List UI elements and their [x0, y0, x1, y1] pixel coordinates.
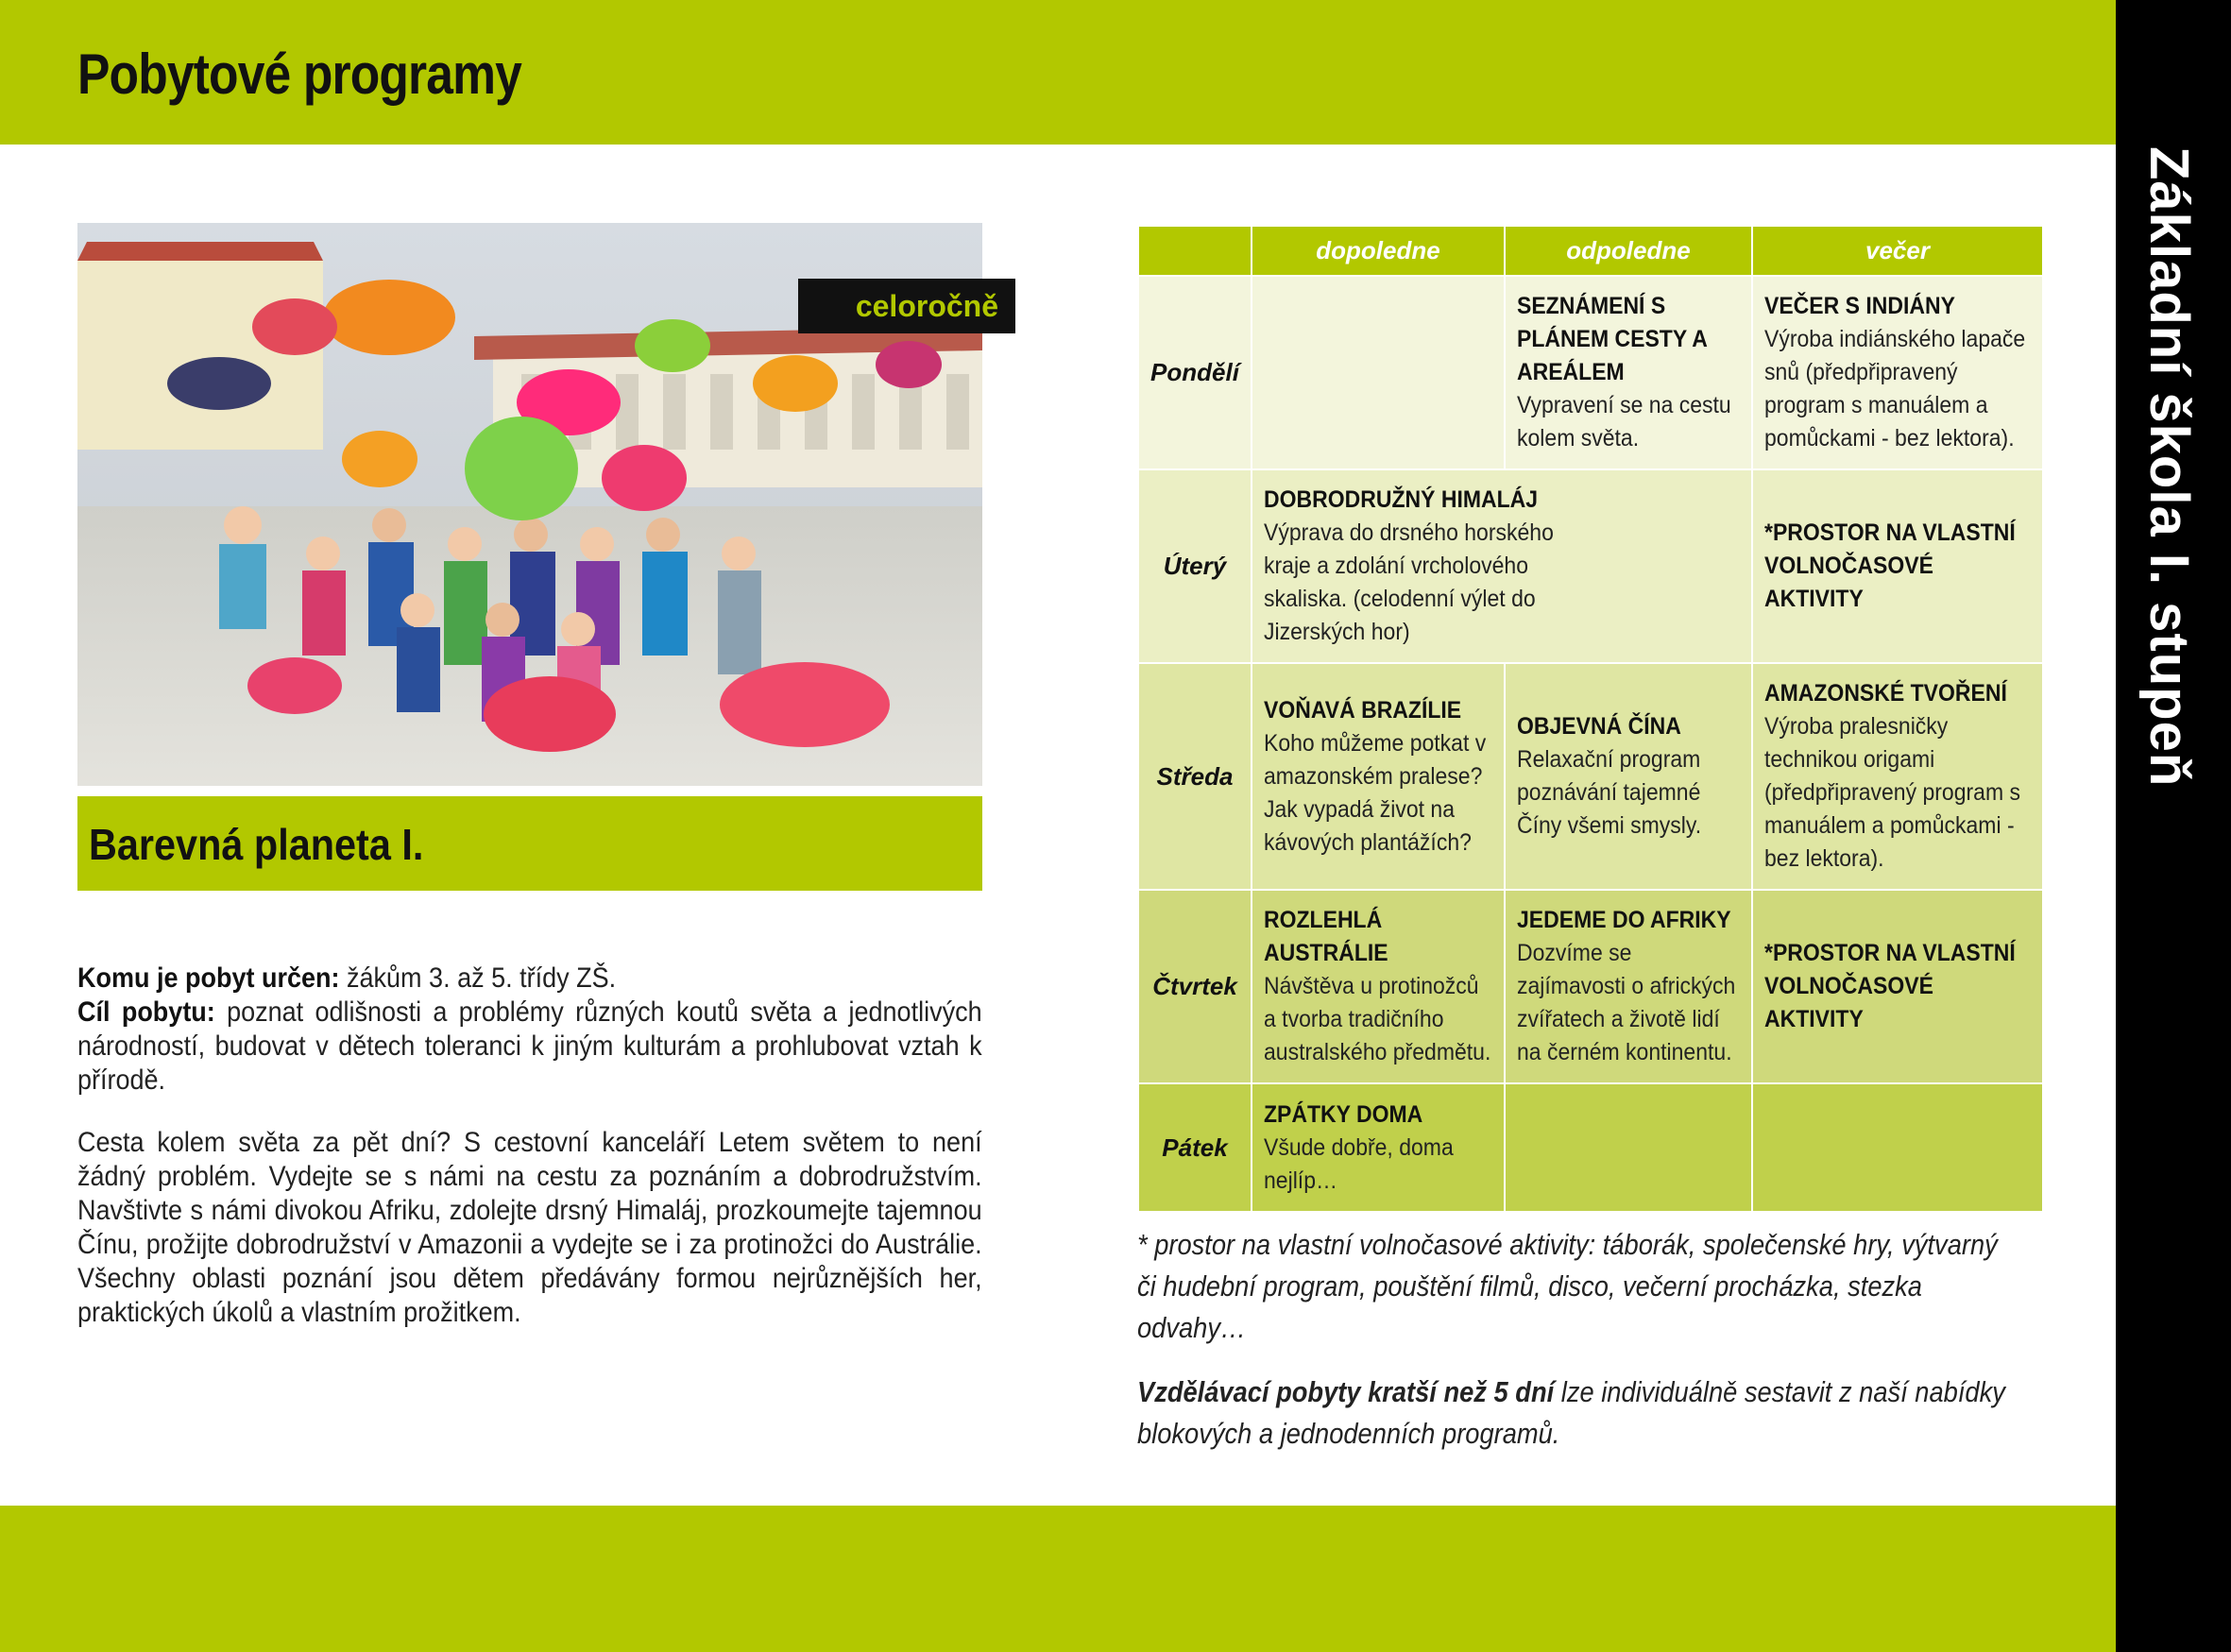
footer-band	[0, 1506, 2116, 1652]
cell-morning	[1252, 1083, 1505, 1212]
short-stay-note	[1137, 1371, 2018, 1455]
cell-afternoon	[1505, 1083, 1752, 1212]
schedule-table	[1137, 225, 2044, 1213]
activity-title: AMAZONSKÉ TVOŘENÍ	[1764, 680, 2007, 707]
header-corner	[1138, 226, 1252, 276]
program-title-bar	[77, 796, 982, 891]
activity-title: *PROSTOR NA VLASTNÍ VOLNOČASOVÉ AKTIVITY	[1764, 940, 2016, 1032]
activity-title: JEDEME DO AFRIKY	[1517, 907, 1731, 933]
cell-evening	[1752, 276, 2043, 469]
cell-afternoon	[1505, 663, 1752, 890]
day-label: Pondělí	[1138, 276, 1252, 469]
header-morning: dopoledne	[1252, 226, 1505, 276]
activity-desc: Všude dobře, doma nejlíp…	[1264, 1133, 1454, 1194]
footnote: * prostor na vlastní volnočasové aktivity: táborák, společenské hry, výtvarný či hudební program, pouštění filmů, disco, večerní procházka, stezka odvahy…	[1137, 1228, 1998, 1344]
cell-morning	[1252, 890, 1505, 1083]
notes	[1137, 1224, 2018, 1477]
intro-paragraph	[77, 962, 982, 1098]
goal-label: Cíl pobytu:	[77, 996, 215, 1028]
description-paragraph: Cesta kolem světa za pět dní? S cestovní kanceláří Letem světem to není žádný problém. Vydejte se s námi na cestu za poznáním a dobrodružstvím. Navštivte s námi divokou Afriku, zdolejte drsný Himaláj, prozkoumejte tajemnou Čínu, prožijte dobrodružství v Amazonii a vydejte se i za protinožci do Austrálie. Všechny oblasti poznání jsou dětem předávány formou nejrůznějších her, praktických úkolů a vlastním prožitkem.	[77, 1127, 982, 1328]
activity-title: VOŇAVÁ BRAZÍLIE	[1264, 696, 1462, 724]
activity-desc: Výroba pralesničky technikou origami (předpřipravený program s manuálem a pomůckami - bez lektora).	[1764, 713, 2021, 872]
activity-desc: Výroba indiánského lapače snů (předpřipravený program s manuálem a pomůckami - bez lektora).	[1764, 326, 2026, 451]
activity-title: ZPÁTKY DOMA	[1264, 1100, 1423, 1128]
activity-desc: Vypravení se na cestu kolem světa.	[1517, 392, 1731, 451]
cell-morning-afternoon	[1252, 469, 1752, 663]
day-label: Středa	[1138, 663, 1252, 890]
activity-title: *PROSTOR NA VLASTNÍ VOLNOČASOVÉ AKTIVITY	[1764, 519, 2016, 612]
day-label: Čtvrtek	[1138, 890, 1252, 1083]
row-wednesday	[1138, 663, 2043, 890]
activity-desc: Návštěva u protinožců a tvorba tradičního australského předmětu.	[1264, 973, 1491, 1065]
page-title: Pobytové programy	[77, 43, 521, 106]
cell-evening	[1752, 890, 2043, 1083]
activity-title: OBJEVNÁ ČÍNA	[1517, 713, 1681, 740]
program-description	[77, 962, 982, 1358]
day-label: Pátek	[1138, 1083, 1252, 1212]
row-friday	[1138, 1083, 2043, 1212]
short-stay-label: Vzdělávací pobyty kratší než 5 dní	[1137, 1375, 1555, 1408]
cell-evening	[1752, 1083, 2043, 1212]
activity-title: VEČER S INDIÁNY	[1764, 293, 1955, 319]
season-badge: celoročně	[798, 279, 1015, 333]
activity-desc: Výprava do drsného horského kraje a zdolání vrcholového skaliska. (celodenní výlet do Jizerských hor)	[1264, 519, 1554, 645]
activity-title: DOBRODRUŽNÝ HIMALÁJ	[1264, 486, 1539, 513]
cell-evening	[1752, 469, 2043, 663]
row-monday	[1138, 276, 2043, 469]
cell-evening	[1752, 663, 2043, 890]
side-section-title: Základní škola I. stupeň	[2138, 146, 2200, 788]
activity-desc: Dozvíme se zajímavosti o afrických zvířatech a životě lidí na černém kontinentu.	[1517, 940, 1736, 1065]
short-stay-value: lze individuálně sestavit z naší nabídky blokových a jednodenních programů.	[1137, 1375, 2005, 1450]
day-label: Úterý	[1138, 469, 1252, 663]
cell-afternoon	[1505, 276, 1752, 469]
cell-afternoon	[1505, 890, 1752, 1083]
cell-morning	[1252, 276, 1505, 469]
activity-desc: Koho můžeme potkat v amazonském pralese? Jak vypadá život na kávových plantážích?	[1264, 729, 1487, 856]
header-afternoon: odpoledne	[1505, 226, 1752, 276]
cell-morning	[1252, 663, 1505, 890]
header-evening: večer	[1752, 226, 2043, 276]
program-name: Barevná planeta I.	[89, 820, 424, 869]
row-thursday	[1138, 890, 2043, 1083]
activity-title: ROZLEHLÁ AUSTRÁLIE	[1264, 907, 1388, 966]
target-value: žákům 3. až 5. třídy ZŠ.	[339, 962, 617, 994]
target-label: Komu je pobyt určen:	[77, 962, 340, 994]
row-tuesday	[1138, 469, 2043, 663]
activity-desc: Relaxační program poznávání tajemné Číny všemi smysly.	[1517, 746, 1702, 839]
activity-title: SEZNÁMENÍ S PLÁNEM CESTY A AREÁLEM	[1517, 293, 1708, 385]
goal-value: poznat odlišnosti a problémy různých koutů světa a jednotlivých národností, budovat v dětech toleranci k jiným kulturám a prohlubovat vztah k přírodě.	[77, 996, 982, 1096]
